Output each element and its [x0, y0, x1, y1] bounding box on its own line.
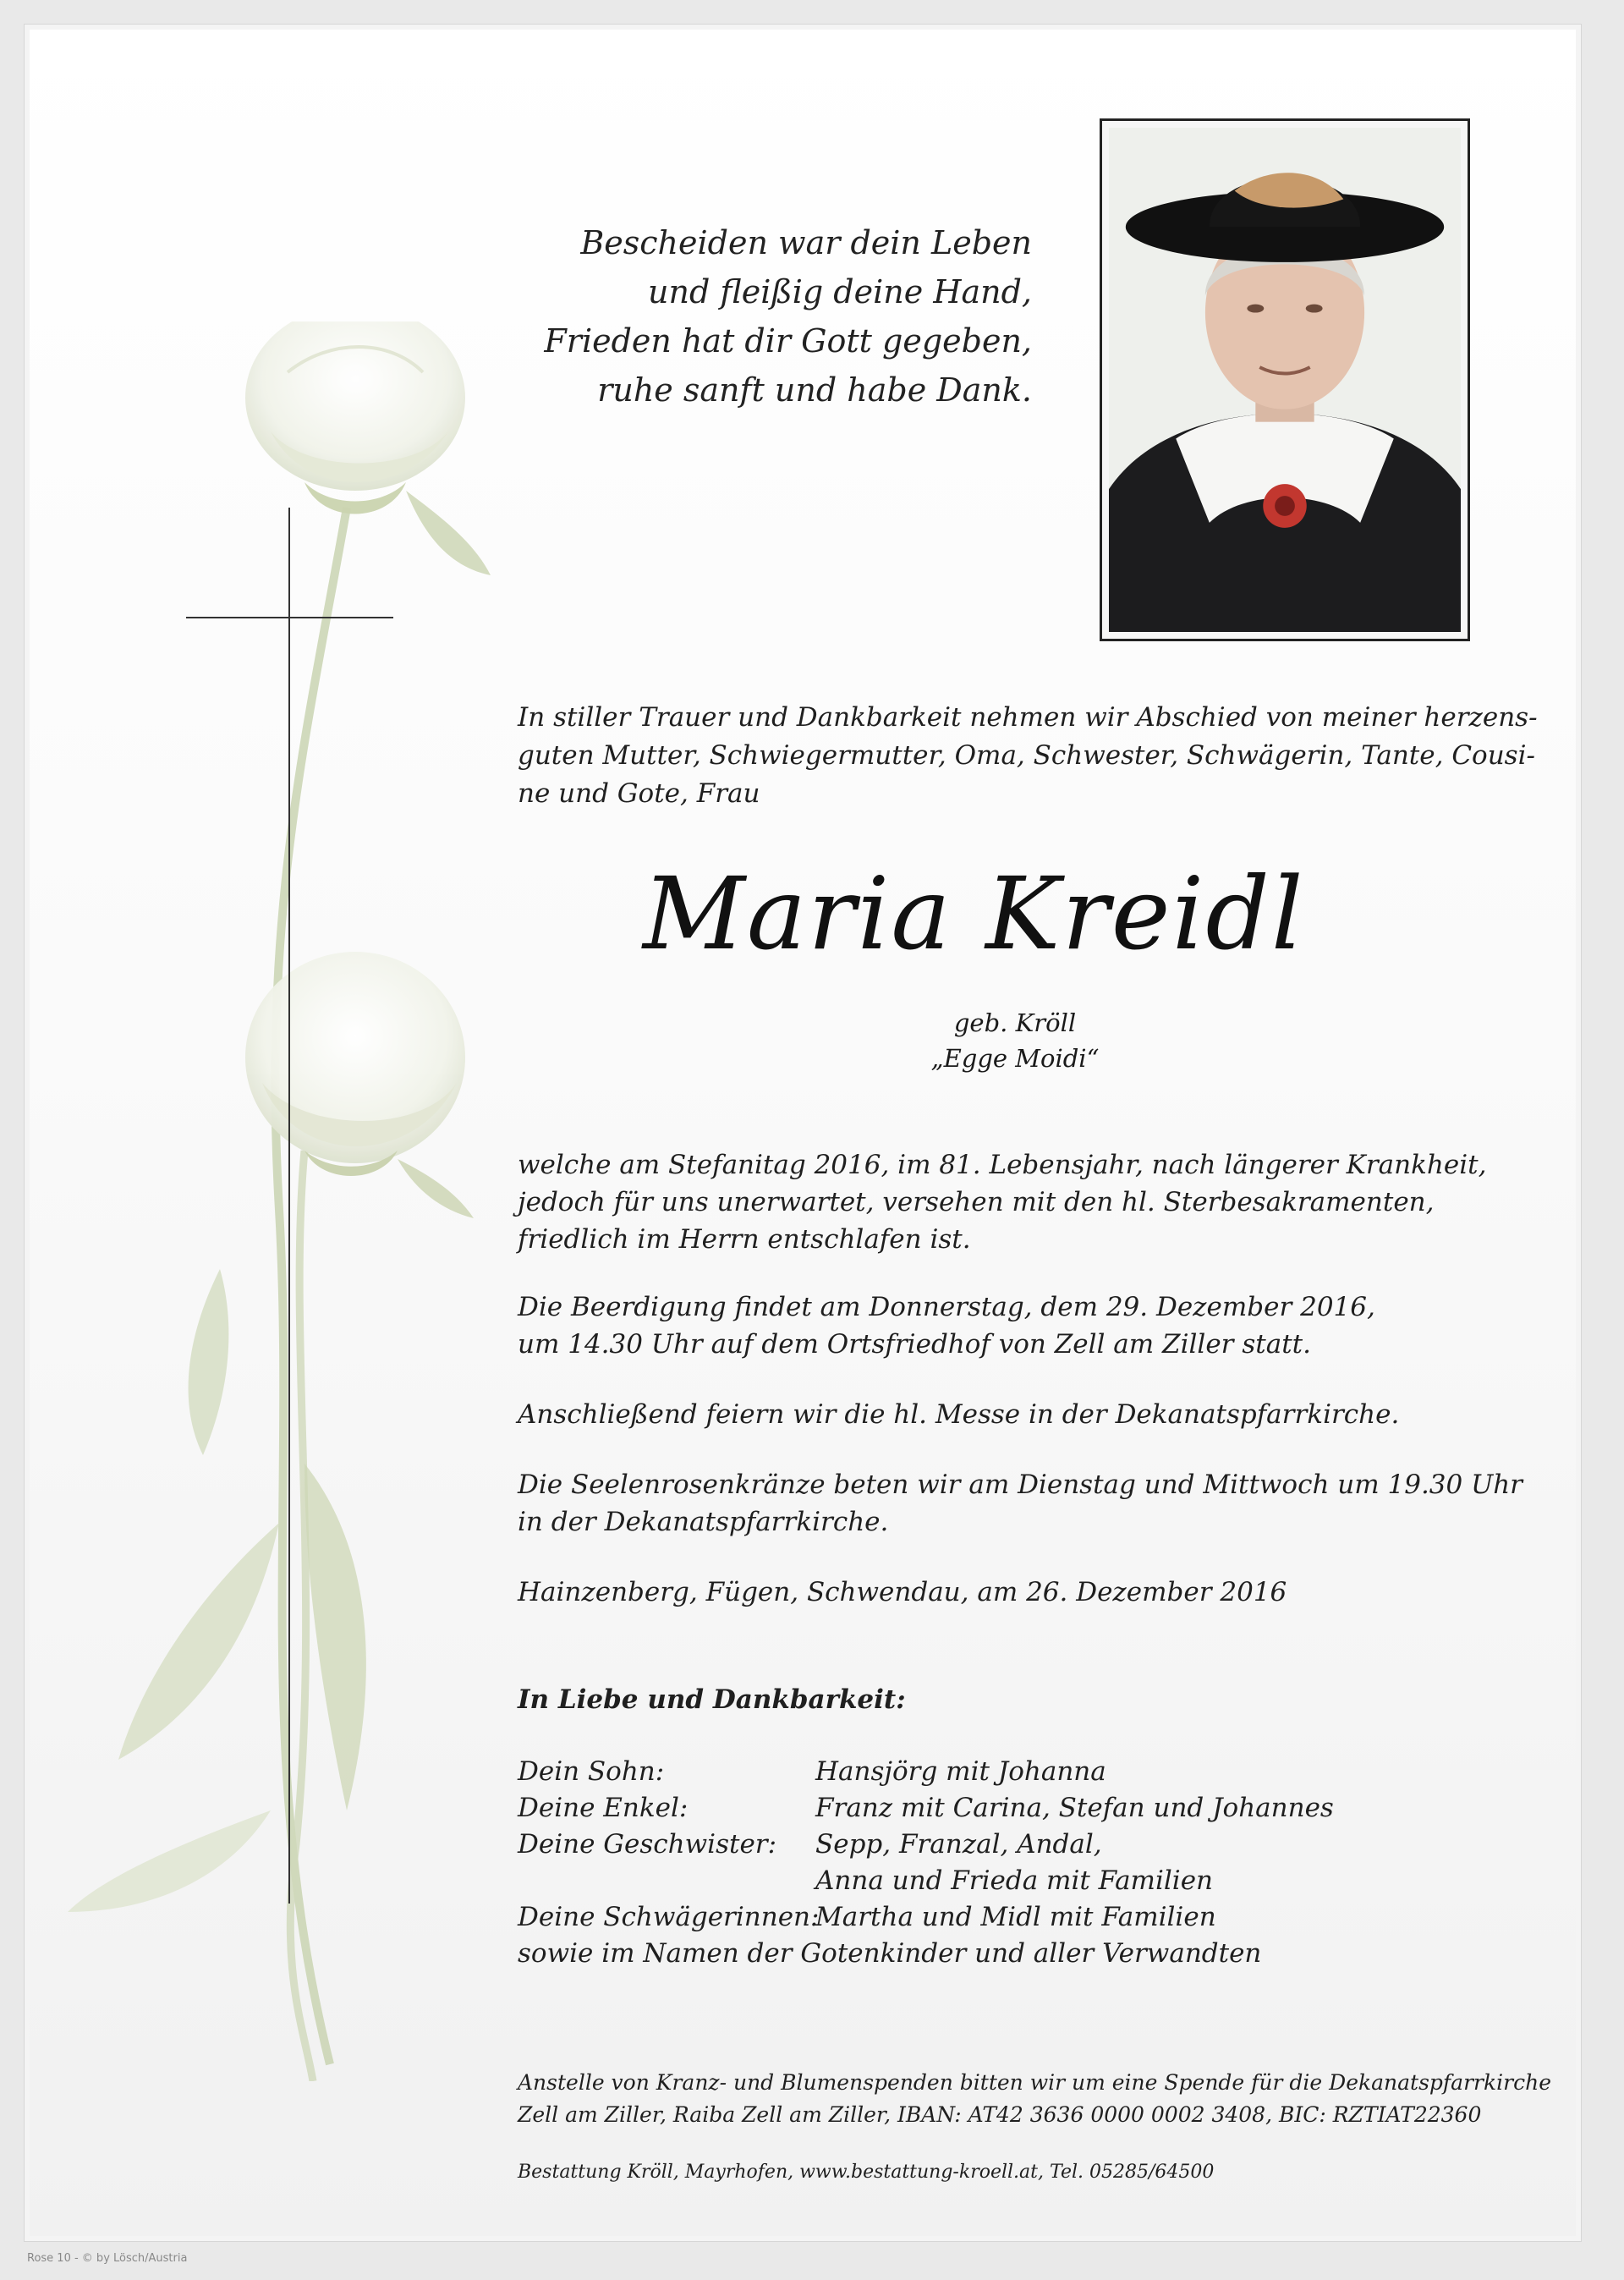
intro-text: [518, 699, 1538, 813]
copyright-note: Rose 10 - © by Lösch/Austria: [27, 2252, 188, 2265]
family-relation: Deine Enkel:: [518, 1793, 689, 1823]
intro-line: guten Mutter, Schwiegermutter, Oma, Schwester, Schwägerin, Tante, Cousi-: [518, 740, 1535, 771]
death-line: friedlich im Herrn entschlafen ist.: [518, 1224, 971, 1255]
memorial-poem: [524, 218, 1032, 415]
poem-line: Bescheiden war dein Leben: [580, 224, 1032, 261]
family-names: Hansjörg mit Johanna: [815, 1756, 1106, 1787]
nickname: „Egge Moidi“: [930, 1044, 1100, 1073]
funeral-text: [518, 1288, 1375, 1363]
rosary-line: in der Dekanatspfarrkirche.: [518, 1507, 889, 1537]
poem-line: ruhe sanft und habe Dank.: [597, 371, 1032, 409]
donation-line: Anstelle von Kranz- und Blumenspenden bitten wir um eine Spende für die Dekanatspfarrkirche: [518, 2070, 1551, 2095]
mass-text: [518, 1396, 1399, 1433]
family-names: Martha und Midl mit Familien: [815, 1902, 1216, 1932]
upper-rose: [245, 321, 491, 575]
deceased-name: Maria Kreidl: [643, 855, 1305, 972]
funeral-line: um 14.30 Uhr auf dem Ortsfriedhof von Zell am Ziller statt.: [518, 1329, 1311, 1360]
rosary-text: [518, 1466, 1522, 1541]
death-line: jedoch für uns unerwartet, versehen mit den hl. Sterbesakramenten,: [518, 1187, 1435, 1217]
rosary-line: Die Seelenrosenkränze beten wir am Dienstag und Mittwoch um 19.30 Uhr: [518, 1470, 1523, 1500]
death-text: [518, 1146, 1486, 1258]
birth-info: [888, 1005, 1142, 1076]
family-names: Anna und Frieda mit Familien: [815, 1865, 1214, 1896]
family-row: [518, 1899, 1334, 1936]
family-relation: Deine Schwägerinnen:: [518, 1902, 820, 1932]
mass-line: Anschließend feiern wir die hl. Messe in der Dekanatspfarrkirche.: [518, 1399, 1400, 1430]
love-heading: In Liebe und Dankbarkeit:: [518, 1684, 906, 1715]
family-list: [518, 1754, 1334, 1972]
poem-line: und fleißig deine Hand,: [648, 273, 1032, 310]
family-row: [518, 1790, 1334, 1827]
poem-line: Frieden hat dir Gott gegeben,: [544, 322, 1032, 360]
death-line: welche am Stefanitag 2016, im 81. Lebensjahr, nach längerer Krankheit,: [518, 1150, 1487, 1180]
intro-line: In stiller Trauer und Dankbarkeit nehmen wir Abschied von meiner herzens-: [518, 702, 1538, 733]
donation-line: Zell am Ziller, Raiba Zell am Ziller, IBAN: AT42 3636 0000 0002 3408, BIC: RZTIAT22360: [518, 2102, 1482, 2127]
family-names: Sepp, Franzal, Andal,: [815, 1829, 1102, 1860]
family-row: [518, 1863, 1334, 1899]
place-date: [518, 1574, 1287, 1611]
family-names: Franz mit Carina, Stefan und Johannes: [815, 1793, 1334, 1823]
rose-cross-illustration: [51, 321, 524, 2081]
family-row: [518, 1827, 1334, 1863]
donation-note: [518, 2067, 1551, 2131]
family-relation: Deine Geschwister:: [518, 1829, 777, 1860]
portrait-photo: [1100, 118, 1470, 641]
family-closing: sowie im Namen der Gotenkinder und aller Verwandten: [518, 1938, 1262, 1969]
family-relation: [518, 1863, 815, 1899]
funeral-line: Die Beerdigung findet am Donnerstag, dem 29. Dezember 2016,: [518, 1292, 1375, 1322]
family-row: [518, 1754, 1334, 1790]
family-relation: Dein Sohn:: [518, 1756, 665, 1787]
intro-line: ne und Gote, Frau: [518, 778, 760, 809]
undertaker-info: Bestattung Kröll, Mayrhofen, www.bestattung-kroell.at, Tel. 05285/64500: [518, 2162, 1215, 2183]
maiden-name: geb. Kröll: [953, 1008, 1077, 1037]
place-date-line: Hainzenberg, Fügen, Schwendau, am 26. Dezember 2016: [518, 1577, 1287, 1607]
